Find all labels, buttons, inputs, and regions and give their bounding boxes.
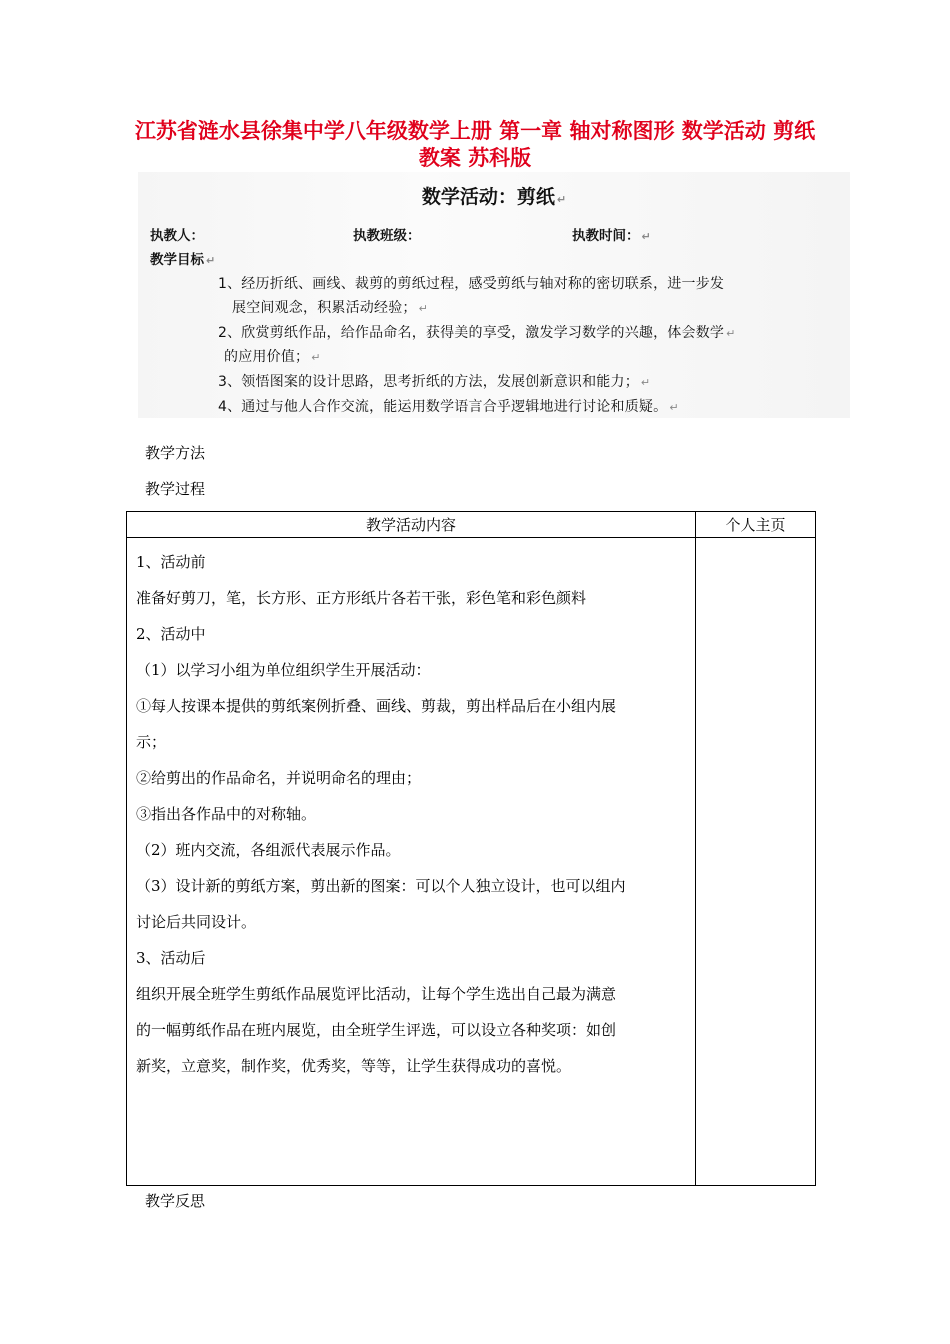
content-line: 组织开展全班学生剪纸作品展览评比活动，让每个学生选出自己最为满意: [136, 985, 617, 1003]
content-line: 准备好剪刀，笔，长方形、正方形纸片各若干张，彩色笔和彩色颜料: [136, 589, 587, 607]
objective-line: 的应用价值； ↵: [224, 349, 321, 365]
homepage-cell: [696, 538, 816, 1186]
content-line: ①每人按课本提供的剪纸案例折叠、画线、剪裁，剪出样品后在小组内展: [136, 697, 617, 715]
class-label: 执教班级：: [353, 228, 421, 244]
objectives-label: 教学目标 ↵: [150, 252, 216, 268]
time-label: 执教时间： ↵: [572, 228, 651, 244]
content-line: 示；: [136, 733, 167, 751]
method-label: 教学方法: [145, 444, 206, 462]
content-line: 2、活动中: [136, 625, 206, 643]
content-line: 的一幅剪纸作品在班内展览，由全班学生评选，可以设立各种奖项：如创: [136, 1021, 617, 1039]
content-line: （3）设计新的剪纸方案，剪出新的图案：可以个人独立设计，也可以组内: [136, 877, 626, 895]
objective-line: 展空间观念，积累活动经验； ↵: [232, 300, 429, 316]
document-title: 江苏省涟水县徐集中学八年级数学上册 第一章 轴对称图形 数学活动 剪纸教案 苏科版: [134, 119, 816, 170]
scan-heading: 数学活动：剪纸 ↵: [421, 186, 567, 208]
teacher-label: 执教人：: [150, 228, 204, 244]
homepage-column-header: 个人主页: [696, 512, 816, 538]
content-column-header: 教学活动内容: [127, 512, 696, 538]
process-label: 教学过程: [145, 480, 206, 498]
content-line: （2）班内交流，各组派代表展示作品。: [136, 841, 401, 859]
objective-line: 3、领悟图案的设计思路，思考折纸的方法，发展创新意识和能力； ↵: [218, 374, 651, 390]
content-cell: [127, 538, 696, 1186]
objective-line: 4、通过与他人合作交流，能运用数学语言合乎逻辑地进行讨论和质疑。 ↵: [218, 399, 679, 415]
content-line: 1、活动前: [136, 553, 206, 571]
scanned-objectives-image: [138, 172, 850, 418]
objective-line: 1、经历折纸、画线、裁剪的剪纸过程，感受剪纸与轴对称的密切联系，进一步发: [218, 276, 725, 292]
objective-line: 2、欣赏剪纸作品，给作品命名，获得美的享受，激发学习数学的兴趣，体会数学 ↵: [218, 325, 736, 341]
content-line: 讨论后共同设计。: [136, 913, 257, 931]
content-line: （1）以学习小组为单位组织学生开展活动：: [136, 661, 431, 679]
content-line: 新奖，立意奖，制作奖，优秀奖，等等，让学生获得成功的喜悦。: [136, 1057, 572, 1075]
content-line: 3、活动后: [136, 949, 206, 967]
content-line: ③指出各作品中的对称轴。: [136, 805, 317, 823]
reflection-label: 教学反思: [145, 1192, 206, 1210]
activity-table: [126, 511, 816, 1186]
content-line: ②给剪出的作品命名，并说明命名的理由；: [136, 769, 422, 787]
